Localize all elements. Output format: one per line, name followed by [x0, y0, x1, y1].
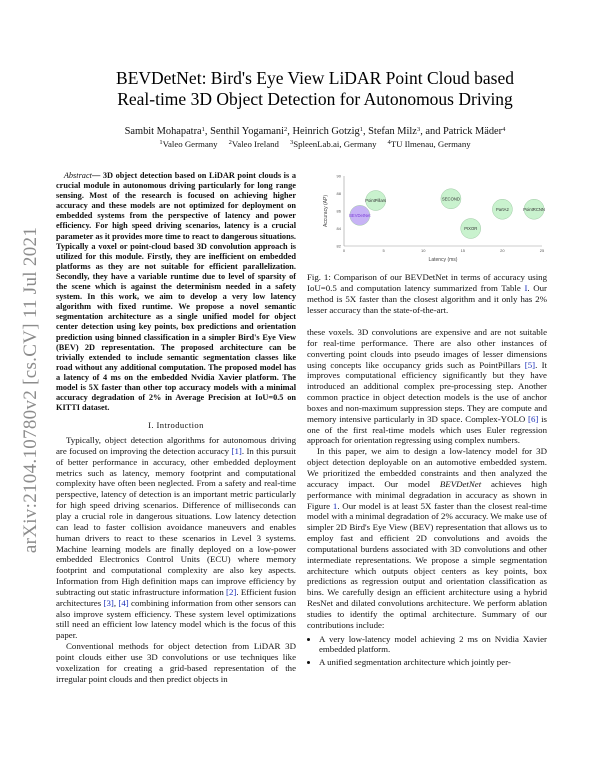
- figure-1: [318, 168, 550, 268]
- author: Patrick Mäder: [442, 126, 503, 137]
- paper-title: [60, 68, 570, 110]
- title-line-2: Real-time 3D Object Detection for Autonomous Driving: [117, 89, 513, 109]
- title-line-1: BEVDetNet: Bird's Eye View LiDAR Point Cloud based: [116, 68, 514, 88]
- table-link[interactable]: I: [524, 282, 528, 293]
- bubble-label: BEVDetNet: [349, 212, 371, 218]
- text: achieves high performance with minimal degradation in accuracy as shown in Figure: [307, 478, 547, 511]
- model-name: BEVDetNet: [439, 478, 482, 489]
- author-list: Sambit Mohapatra$^1$, Senthil Yogamani$^2$, Heinrich Gotzig$^1$, Stefan Milz$^3$, and Patrick Mäder$^4$: [124, 126, 506, 137]
- bubble-label: PointRCNN: [523, 206, 545, 212]
- author-sup: 2: [284, 126, 288, 133]
- x-tick-label: 15: [460, 248, 466, 253]
- affiliation: TU Ilmenau, Germany: [390, 139, 471, 149]
- intro-paragraph-2: Conventional methods for object detection from LiDAR 3D point clouds either use 3D convolutions or use techniques like voxelization for creating a grid-based representation of the irregular point clouds and then predict objects in: [56, 641, 296, 684]
- contribution-item: • A unified segmentation architecture which jointly per-: [319, 657, 547, 668]
- affiliation: SpleenLab.ai, Germany: [293, 139, 377, 149]
- arxiv-id: arXiv:2104.10780v2 [cs.CV] 11 Jul 2021: [20, 226, 42, 554]
- abstract-lead: Abstract: [63, 171, 92, 180]
- figure-caption: [307, 272, 547, 315]
- x-tick-label: 0: [342, 248, 346, 253]
- section-heading: I. Introduction: [148, 420, 204, 431]
- y-tick-label: 82: [336, 243, 341, 249]
- right-paragraph-1: [307, 327, 547, 446]
- affiliation: Valeo Ireland: [231, 139, 279, 149]
- text: . Our method is 5X faster than the closest algorithm and it only has 2% lesser accuracy than the state-of-the-art.: [307, 282, 547, 315]
- x-tick-label: 25: [539, 248, 545, 253]
- intro-paragraph-1: [56, 435, 296, 641]
- text: Typically, object detection algorithms for autonomous driving are focused on improving the detection accuracy: [56, 435, 296, 456]
- text: combining information from other sensors can also improve system efficiency. These system level optimizations still need an efficient low latency model which is the focus of this paper.: [56, 597, 296, 641]
- arxiv-stamp: [14, 90, 48, 690]
- y-tick-label: 88: [336, 191, 341, 196]
- text: these voxels. 3D convolutions are expensive and are not suitable for real-time performance. There are also other instances of converting point clouds into pseudo images of lesser dimensions using concepts like occupancy grids such as PointPillars: [307, 327, 547, 370]
- bubble-label: SECOND: [441, 196, 460, 202]
- text: ,: [113, 597, 119, 608]
- y-tick-label: 90: [336, 173, 341, 179]
- x-tick-label: 5: [382, 248, 385, 253]
- y-axis-label: Accuracy (AP): [323, 195, 329, 227]
- bubble-label: PIXOR: [464, 226, 478, 231]
- author-sup: 1: [201, 126, 205, 133]
- text: . Efficient fusion architectures: [56, 586, 296, 608]
- y-tick-label: 86: [336, 208, 341, 214]
- citation-link[interactable]: [4]: [118, 597, 129, 608]
- text: In this paper, we aim to design a low-latency model for 3D object detection deployable on an automotive embedded system. We prioritized the embedded constraints and then analyzed the accuracy impact. Our model: [307, 446, 547, 489]
- affil-sup: 3: [289, 139, 294, 146]
- x-axis-label: Latency (ms): [428, 257, 458, 263]
- affiliation: Valeo Germany: [162, 139, 218, 149]
- author: Senthil Yogamani: [210, 126, 285, 137]
- affiliations: [60, 137, 570, 150]
- affil-sup: 1: [159, 139, 163, 146]
- text: Fig. 1: Comparison of our BEVDetNet in terms of accuracy using IoU=0.5 and computation latency summarized from Table: [307, 272, 547, 293]
- author-sup: 3: [416, 126, 421, 133]
- author: Heinrich Gotzig: [292, 126, 360, 137]
- abstract-text: — 3D object detection based on LiDAR point clouds is a crucial module in autonomous driving particularly for long range sensing. Most of the research is focused on achieving higher accuracy and these models are not optimized for deployment on embedded systems from the perspective of latency and power efficiency. For high speed driving scenarios, latency is a crucial parameter as it provides more time to react to dangerous situations. Typically a voxel or point-cloud based 3D convolution approach is utilized for this module. Firstly, they are inefficient on embedded platforms as they are not suitable for efficient parallelization. Secondly, they have a variable runtime due to level of sparsity of the scene which is against the determinism needed in a safety system. In this work, we aim to develop a very low latency algorithm with fixed runtime. We propose a novel semantic segmentation architecture as a single unified model for object center detection using key points, box predictions and orientation prediction using binned classification in a simpler Bird's Eye View (BEV) 2D representation. The proposed architecture can be trivially extended to include semantic segmentation classes like road without any additional computation. The proposed model has a latency of 4 ms on the embedded Nvidia Xavier platform. The model is 5X faster than other top accuracy models with a minimal accuracy degradation of 2% in Average Precision at IoU=0.5 on KITTI dataset.: [56, 171, 296, 413]
- y-tick-label: 84: [336, 226, 341, 231]
- right-column: [307, 327, 547, 670]
- text: . In this pursuit of better performance in accuracy, other embedded deployment metrics such as latency, memory footprint and computational complexity have often been neglected. From a safety and real-time perspective, latency of detection is an important metric particularly for high speed driving scenarios. Difference of milliseconds can play a crucial role in dangerous situations. Low latency detection can lead to faster collision avoidance maneuvers and enables human drivers to react to these scenarios in Level 3 systems. Machine learning models are finally deployed on a low-power embedded Electronics Control Units (ECU) where memory footprint and computational complexity are also key aspects. Information from High definition maps can improve efficiency by subtracting out static infrastructure information: [56, 445, 296, 597]
- bubble-label: PartA2: [495, 206, 509, 212]
- citation-link[interactable]: [1]: [231, 445, 242, 456]
- left-column: [56, 171, 296, 685]
- text: is one of the first real-time models which uses Euler regression approach for orientation regressing using complex numbers.: [307, 413, 547, 446]
- right-paragraph-2: [307, 446, 547, 630]
- text: . It improves computational efficiency significantly but they have introduced an additional complex pre-processing step. Another common practice in object detection models is the use of anchor boxes and non-maximum suppression steps. They are compute and memory intensive particularly in 3D space. Complex-YOLO: [307, 359, 547, 424]
- x-tick-label: 20: [500, 248, 505, 253]
- abstract: [56, 171, 296, 413]
- bubble-chart: [318, 168, 550, 268]
- citation-link[interactable]: [2]: [226, 586, 237, 597]
- author-sup: 1: [359, 126, 363, 133]
- author: Sambit Mohapatra: [124, 126, 202, 137]
- contribution-list: [307, 634, 547, 669]
- citation-link[interactable]: [5]: [524, 359, 536, 370]
- author-sup: 4: [502, 126, 506, 133]
- x-tick-label: 10: [420, 248, 426, 253]
- text: . Our model is at least 5X faster than the closest real-time model with a minimal degradation of 2% accuracy. We make use of simpler 2D Bird's Eye View (BEV) representation that allows us to employ fast and efficient 2D convolutions and avoids the computational burdens associated with 3D convolutions and other intermediate representations. We propose a simple segmentation architecture which outputs object centers as key points, box predictions as regression output and orientation classification as bins. We carefully design an efficient architecture using a hybrid ResNet and dilated convolutions architecture. We perform ablation studies to identify the optimal architecture. Summary of our contributions include:: [307, 500, 547, 630]
- contribution-item: • A very low-latency model achieving 2 ms on Nvidia Xavier embedded platform.: [319, 634, 547, 656]
- figure-link[interactable]: 1: [332, 500, 338, 511]
- affil-sup: 4: [387, 139, 391, 146]
- affil-sup: 2: [228, 139, 232, 146]
- citation-link[interactable]: [6]: [528, 413, 539, 424]
- bubble-label: PointPillars: [365, 198, 387, 203]
- citation-link[interactable]: [3]: [103, 597, 114, 608]
- author: Stefan Milz: [368, 126, 417, 137]
